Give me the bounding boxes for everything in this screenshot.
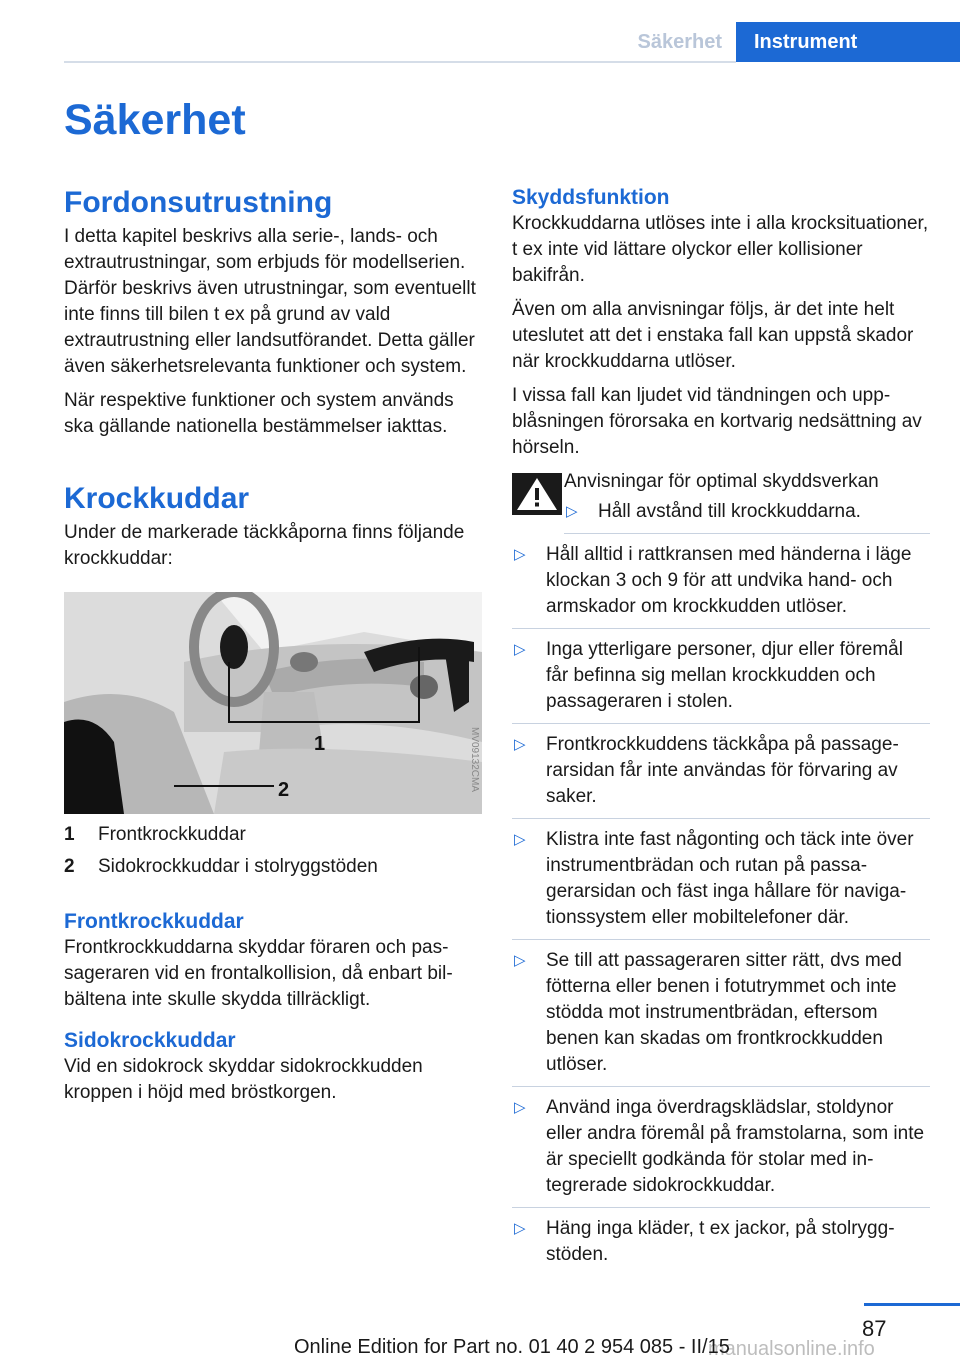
list-item: ▷ Se till att passageraren sitter rätt, dvs med fötterna eller benen i fotutrymmet och inte stödda mot instrumentbrädan, eftersom benen kan skadas om frontkrockkudden utlöser. [512, 948, 930, 1078]
bullet-triangle-icon: ▷ [566, 503, 578, 520]
bullet-triangle-icon: ▷ [514, 1099, 526, 1116]
footer-rule [864, 1303, 960, 1306]
tab-sakerhet[interactable]: Säkerhet [620, 22, 737, 62]
subsection-title-skyddsfunktion: Skyddsfunktion [512, 186, 670, 209]
paragraph: Även om alla anvisningar följs, är det inte helt uteslutet att det i enstaka fall kan uppstå skador när krockkuddarna utlöser. [512, 299, 914, 372]
list-item: ▷ Häng inga kläder, t ex jackor, på stolryggstöden. [512, 1216, 930, 1268]
warning-title: Anvisningar för optimal skyddsverkan [564, 471, 879, 492]
watermark: manualsonline.info [708, 1338, 875, 1360]
paragraph: Krockkuddarna utlöses inte i alla krocksituationer, t ex inte vid lättare olyckor eller kollisioner bakifrån. [512, 213, 929, 286]
section-title-fordonsutrustning: Fordonsutrustning [64, 186, 333, 219]
paragraph: Vid en sidokrock skyddar sidokrockkudden kroppen i höjd med bröstkorgen. [64, 1056, 423, 1103]
header-tabs [620, 22, 960, 62]
figure-label-2: 2 [278, 779, 290, 801]
edition-text: Online Edition for Part no. 01 40 2 954 085 - II/15 [294, 1336, 730, 1358]
figure-code: MV09132CMA [469, 727, 480, 793]
divider [512, 1207, 930, 1208]
bullet-triangle-icon: ▷ [514, 952, 526, 969]
bullet-triangle-icon: ▷ [514, 546, 526, 563]
paragraph: I vissa fall kan ljudet vid tändningen och uppblåsningen förorsaka en kortvarig nedsättning av hörseln. [512, 385, 922, 458]
paragraph: I detta kapitel beskrivs alla serie-, lands- och extrautrustningar, som erbjuds för modellserien. Därför beskrivs även utrustningar, som eventuellt inte finns till bilen t ex på grund av vald extrautrustning eller landsutförandet. Detta gäller även säkerhetsrelevanta funktioner och system. [64, 226, 476, 377]
list-item: ▷ Frontkrockkuddens täckkåpa på passagerarsidan får inte användas för förvaring av saker. [512, 732, 930, 810]
left-column [64, 184, 482, 1114]
paragraph: När respektive funktioner och system används ska gällande nationella bestämmelser iakttas. [64, 390, 454, 437]
divider [512, 723, 930, 724]
warning-sub-item: ▷ Håll avstånd till krockkuddarna. [564, 499, 879, 525]
section-title-krockkuddar: Krockkuddar [64, 482, 250, 515]
divider [512, 818, 930, 819]
paragraph: Frontkrockkuddarna skyddar föraren och passageraren vid en frontalkollision, då enbart bilbältena inte skulle skydda tillräckligt. [64, 937, 453, 1010]
tab-instrument[interactable]: Instrument [736, 22, 960, 62]
airbag-figure [64, 592, 482, 814]
divider [512, 939, 930, 940]
list-item: ▷ Använd inga överdragsklädslar, stoldynor eller andra föremål på framstolarna, som inte är speciellt godkända för stolar med integrerade sidokrockkuddar. [512, 1095, 930, 1199]
legend-item: 2 Sidokrockkuddar i stolryggstöden [64, 856, 378, 877]
bullet-triangle-icon: ▷ [514, 641, 526, 658]
list-item: ▷ Inga ytterligare personer, djur eller föremål får befinna sig mellan krockkudden och passageraren i stolen. [512, 637, 930, 715]
header-rule [64, 61, 736, 63]
legend-item: 1 Frontkrockkuddar [64, 824, 246, 845]
list-item: ▷ Håll alltid i rattkransen med händerna i läge klockan 3 och 9 för att undvika hand- och armskador om krockkudden utlöser. [512, 542, 930, 620]
page-number: 87 [862, 1316, 887, 1341]
bullet-triangle-icon: ▷ [514, 736, 526, 753]
warning-triangle-icon [512, 473, 562, 515]
divider [564, 533, 930, 534]
subsection-title-frontkrockkuddar: Frontkrockkuddar [64, 910, 244, 933]
warning-block [512, 469, 930, 525]
figure-label-1: 1 [314, 733, 326, 755]
page-title: Säkerhet [64, 96, 246, 144]
right-column [512, 184, 930, 1268]
car-interior-illustration [64, 592, 482, 814]
divider [512, 628, 930, 629]
list-item: ▷ Klistra inte fast någonting och täck inte över instrumentbrädan och rutan på passagerarsidan och fäst inga hållare för navigationssystem eller mobiltelefoner där. [512, 827, 930, 931]
bullet-triangle-icon: ▷ [514, 831, 526, 848]
bullet-triangle-icon: ▷ [514, 1220, 526, 1237]
divider [512, 1086, 930, 1087]
paragraph: Under de markerade täckkåporna finns följande krockkuddar: [64, 522, 465, 569]
subsection-title-sidokrockkuddar: Sidokrockkuddar [64, 1029, 236, 1052]
